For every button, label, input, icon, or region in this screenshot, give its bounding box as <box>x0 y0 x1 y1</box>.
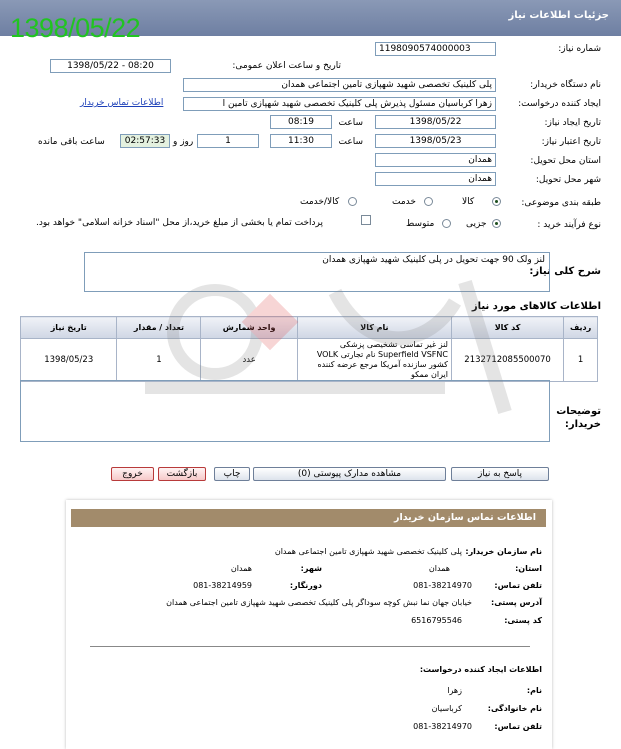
need-number-label: شماره نیاز: <box>558 44 601 54</box>
created-hour-label: ساعت <box>338 118 363 128</box>
contact-phone-value: 081-38214970 <box>413 581 472 590</box>
contact-panel <box>66 500 552 749</box>
category-option-goods: کالا <box>462 197 475 207</box>
reply-button[interactable]: پاسخ به نیاز <box>451 467 549 481</box>
description-textarea[interactable]: لنز ولک 90 جهت تحویل در پلی کلینیک شهید شهپازی همدان <box>84 252 550 292</box>
date-overlay: 1398/05/22 <box>10 13 141 43</box>
description-label: شرح کلی نیاز: <box>529 266 601 277</box>
category-option-both: کالا/خدمت <box>300 197 340 207</box>
city-field[interactable]: همدان <box>375 172 496 186</box>
cell-unit: عدد <box>201 339 297 382</box>
treasury-payment-checkbox[interactable] <box>361 215 371 225</box>
contact-postal-value: 6516795546 <box>411 616 462 625</box>
valid-hour-label: ساعت <box>338 137 363 147</box>
view-attachments-button[interactable]: مشاهده مدارک پیوستی (0) <box>253 467 446 481</box>
creator-label: ایجاد کننده درخواست: <box>518 99 601 109</box>
contact-city-value: همدان <box>230 564 252 573</box>
back-button[interactable]: بازگشت <box>158 467 206 481</box>
creator-phone-value: 081-38214970 <box>413 722 472 731</box>
contact-fax-label: دورنگار: <box>289 581 322 590</box>
creator-phone-label: تلفن تماس: <box>494 722 542 731</box>
contact-phone-label: تلفن تماس: <box>494 581 542 590</box>
col-need-date: تاریخ نیاز <box>21 317 117 339</box>
process-radio-medium[interactable] <box>442 219 451 228</box>
print-button[interactable]: چاپ <box>214 467 250 481</box>
contact-address-label: آدرس پستی: <box>491 598 542 607</box>
col-name: نام کالا <box>297 317 451 339</box>
contact-postal-label: کد پستی: <box>504 616 542 625</box>
items-section-title: اطلاعات کالاهای مورد نیاز <box>471 301 601 312</box>
exit-button[interactable]: خروج <box>111 467 154 481</box>
contact-province-value: همدان <box>428 564 450 573</box>
col-quantity: تعداد / مقدار <box>117 317 201 339</box>
buyer-org-label: نام دستگاه خریدار: <box>530 80 601 90</box>
contact-fax-value: 081-38214959 <box>193 581 252 590</box>
process-radio-minor[interactable] <box>492 219 501 228</box>
created-time-field[interactable]: 08:19 <box>270 115 332 129</box>
valid-date-field[interactable]: 1398/05/23 <box>375 134 496 148</box>
valid-date-label: تاریخ اعتبار نیاز: <box>541 137 601 147</box>
creator-section-title: اطلاعات ایجاد کننده درخواست: <box>419 665 542 674</box>
table-row[interactable] <box>21 339 598 382</box>
creator-first-name-value: زهرا <box>447 686 462 695</box>
items-table <box>20 316 598 382</box>
process-option-minor: جزیی <box>466 219 487 229</box>
page-title: جزئیات اطلاعات نیاز <box>508 10 609 21</box>
cell-need-date: 1398/05/23 <box>21 339 117 382</box>
cell-row: 1 <box>564 339 598 382</box>
contact-org-value: پلی کلینیک تخصصی شهید شهپازی تامین اجتماعی همدان <box>274 547 462 556</box>
created-date-label: تاریخ ایجاد نیاز: <box>544 118 601 128</box>
days-field[interactable]: 1 <box>197 134 259 148</box>
province-label: استان محل تحویل: <box>530 156 601 166</box>
category-radio-goods[interactable] <box>492 197 501 206</box>
cell-quantity: 1 <box>117 339 201 382</box>
creator-first-name-label: نام: <box>526 686 542 695</box>
category-radio-both[interactable] <box>348 197 357 206</box>
creator-field[interactable]: زهرا کرباسیان مسئول پذیرش پلی کلینیک تخصصی شهید شهپازی تامین ا <box>183 97 496 111</box>
city-label: شهر محل تحویل: <box>535 175 601 185</box>
buyer-org-field[interactable]: پلی کلینیک تخصصی شهید شهپازی تامین اجتماعی همدان <box>183 78 496 92</box>
divider <box>90 646 530 647</box>
cell-name: لنز غیر تماسی تشخیصی پزشکی Superfield VSFNC نام تجارتی VOLK کشور سازنده آمریکا مرجع عرضه کننده ایران ممکو <box>297 339 451 382</box>
buyer-notes-textarea[interactable] <box>20 380 550 442</box>
cell-code: 2132712085500070 <box>451 339 563 382</box>
col-code: کد کالا <box>451 317 563 339</box>
contact-address-value: خیابان جهان نما نبش کوچه سوداگر پلی کلینیک تخصصی شهید شهپازی تامین اجتماعی همدان <box>166 598 472 607</box>
category-option-service: خدمت <box>392 197 416 207</box>
announce-field[interactable]: 1398/05/22 - 08:20 <box>50 59 171 73</box>
days-label: روز و <box>173 137 194 147</box>
buyer-notes-label: توضیحات خریدار: <box>556 406 601 430</box>
contact-province-label: استان: <box>515 564 542 573</box>
col-row: ردیف <box>564 317 598 339</box>
remaining-label: ساعت باقی مانده <box>38 137 105 147</box>
buyer-contact-link[interactable]: اطلاعات تماس خریدار <box>80 98 164 108</box>
process-label: نوع فرآیند خرید : <box>537 220 601 230</box>
announce-label: تاریخ و ساعت اعلان عمومی: <box>232 61 341 71</box>
category-label: طبقه بندی موضوعی: <box>521 198 601 208</box>
created-date-field[interactable]: 1398/05/22 <box>375 115 496 129</box>
col-unit: واحد شمارش <box>201 317 297 339</box>
category-radio-service[interactable] <box>424 197 433 206</box>
remaining-time-field: 02:57:33 <box>120 134 170 148</box>
creator-last-name-label: نام خانوادگی: <box>487 704 542 713</box>
need-number-field[interactable]: 1198090574000003 <box>375 42 496 56</box>
treasury-payment-note: پرداخت تمام یا بخشی از مبلغ خرید،از محل "اسناد خزانه اسلامی" خواهد بود. <box>36 218 324 228</box>
province-field[interactable]: همدان <box>375 153 496 167</box>
valid-time-field[interactable]: 11:30 <box>270 134 332 148</box>
contact-panel-title: اطلاعات تماس سازمان خریدار <box>71 509 546 527</box>
contact-org-label: نام سازمان خریدار: <box>465 547 542 556</box>
process-option-medium: متوسط <box>406 219 435 229</box>
contact-city-label: شهر: <box>300 564 322 573</box>
creator-last-name-value: کرباسیان <box>431 704 462 713</box>
